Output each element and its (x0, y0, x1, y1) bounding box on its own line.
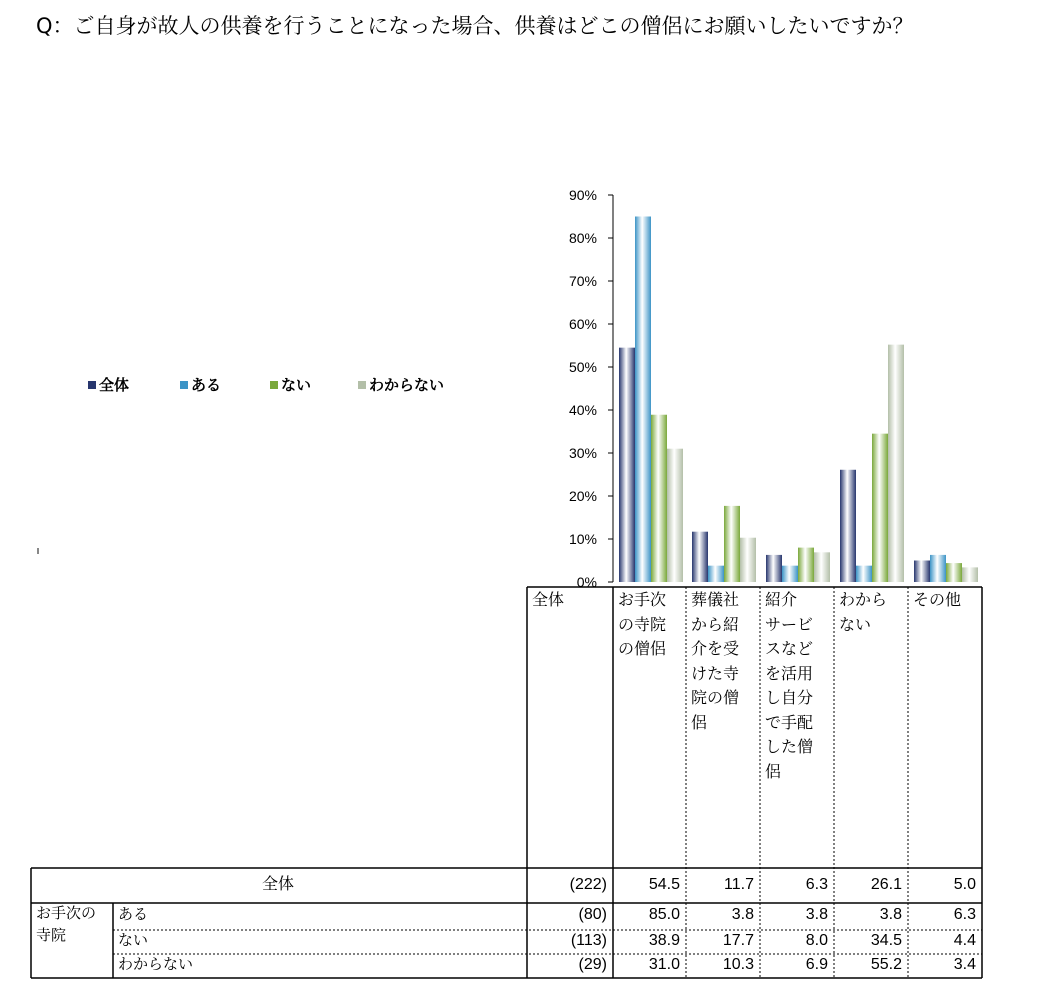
y-tick-label: 0% (576, 574, 597, 590)
row-value: 85.0 (648, 906, 680, 923)
row-label-total: 全体 (262, 874, 295, 893)
column-header-line: その他 (913, 590, 962, 609)
y-tick-label: 20% (568, 488, 597, 504)
column-header-line: スなど (765, 639, 814, 658)
column-header-line: 侶 (691, 712, 708, 732)
total-value: 5.0 (953, 876, 976, 893)
row-value: 55.2 (870, 956, 902, 973)
row-value: 34.5 (870, 932, 902, 949)
column-header-line: 侶 (765, 761, 782, 781)
row-n: (29) (578, 956, 607, 973)
legend-label: ある (191, 376, 222, 394)
column-header-line: した僧 (765, 737, 814, 756)
column-header-line: の寺院 (618, 614, 667, 634)
row-value: 4.4 (953, 932, 976, 949)
column-header (765, 588, 813, 784)
y-tick-label: 60% (568, 316, 597, 332)
column-header-line: し自分 (765, 688, 814, 707)
y-tick-label: 70% (568, 273, 597, 289)
y-tick-label: 50% (568, 359, 597, 375)
corner-header: 全体 (532, 590, 565, 609)
total-value: 6.3 (805, 876, 828, 893)
y-tick-label: 90% (568, 187, 597, 203)
row-label: わからない (118, 955, 194, 973)
y-tick-label: 80% (568, 230, 597, 246)
row-value: 17.7 (722, 932, 754, 949)
legend-label: ない (281, 376, 312, 394)
legend-label: わからない (369, 376, 445, 394)
row-value: 31.0 (648, 956, 680, 973)
y-tick-label: 40% (568, 402, 597, 418)
column-header-line: サービ (765, 614, 814, 634)
column-header-line: わから (839, 590, 888, 609)
column-header (839, 588, 887, 637)
group-label-line: お手次の (36, 904, 97, 922)
row-n: (80) (578, 906, 607, 923)
y-tick-label: 30% (568, 445, 597, 461)
column-header-line: 院の僧 (691, 688, 740, 707)
row-value: 3.4 (953, 956, 976, 973)
column-header-line: 葬儀社 (691, 590, 740, 609)
y-tick-label: 10% (568, 531, 597, 547)
row-label: ない (118, 931, 149, 949)
column-header-line: を活用 (765, 663, 814, 683)
row-value: 3.8 (805, 906, 828, 923)
total-value: 11.7 (724, 876, 754, 893)
column-header (691, 588, 739, 735)
column-header (618, 588, 666, 662)
row-value: 3.8 (879, 906, 902, 923)
total-value: 26.1 (870, 876, 902, 893)
group-label-line: 寺院 (36, 926, 67, 944)
column-header-line: けた寺 (691, 663, 740, 683)
row-n: (113) (570, 932, 607, 949)
legend-label: 全体 (99, 376, 130, 394)
row-label: ある (118, 905, 149, 923)
column-header-line: ない (839, 614, 872, 634)
column-header-line: の僧侶 (618, 639, 667, 658)
column-header (913, 588, 961, 613)
total-value: 54.5 (648, 876, 680, 893)
column-header-line: 紹介 (765, 590, 798, 609)
row-value: 6.9 (805, 956, 828, 973)
column-header-line: お手次 (618, 590, 667, 609)
row-value: 3.8 (731, 906, 754, 923)
question-title: Q：ご自身が故人の供養を行うことになった場合、供養はどこの僧侶にお願いしたいですか？ (36, 14, 914, 38)
row-value: 6.3 (953, 906, 976, 923)
column-header-line: 介を受 (691, 639, 740, 658)
column-header-line: で手配 (765, 712, 814, 732)
row-value: 10.3 (722, 956, 754, 973)
row-value: 38.9 (648, 932, 680, 949)
column-header-line: から紹 (691, 614, 740, 634)
group-label (36, 902, 96, 946)
row-value: 8.0 (805, 932, 828, 949)
total-n: (222) (569, 876, 607, 893)
